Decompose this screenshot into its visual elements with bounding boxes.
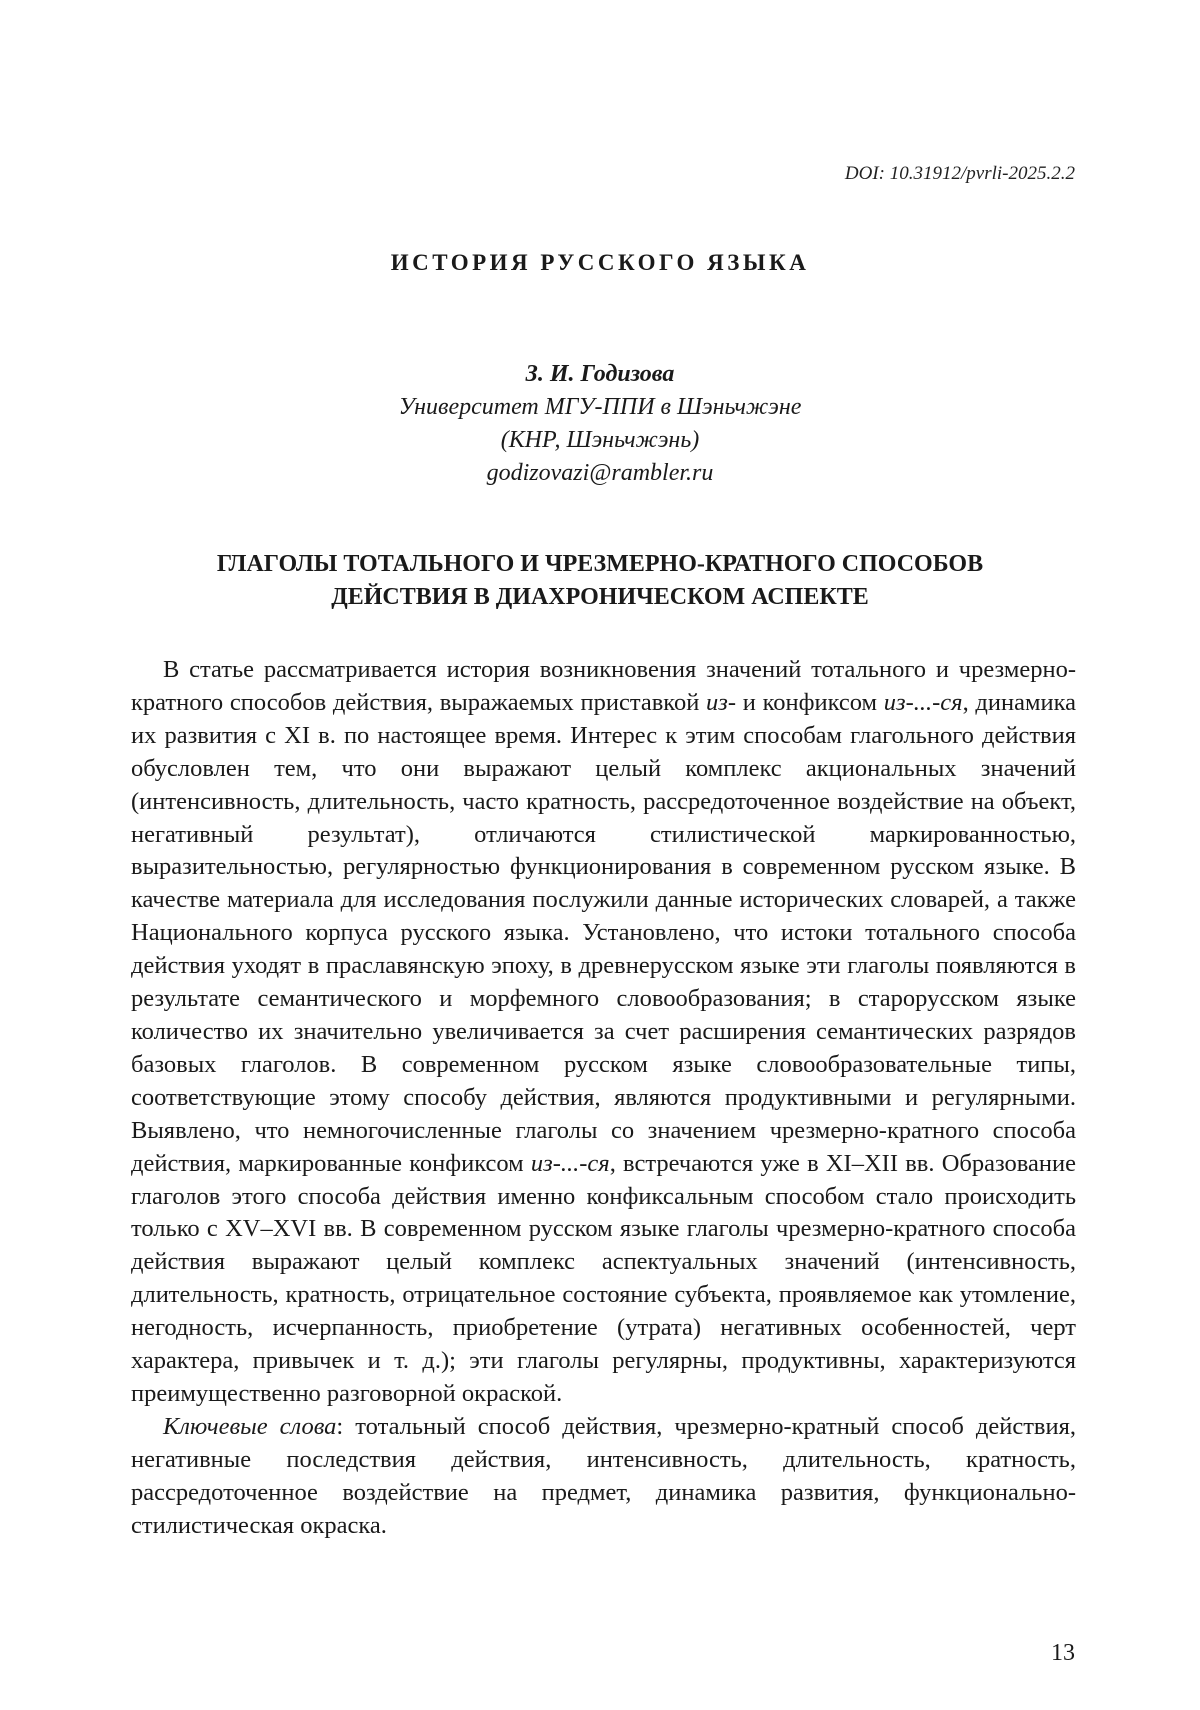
abstract-confix-term-1: из-...-ся bbox=[883, 688, 963, 716]
author-email: godizovazi@rambler.ru bbox=[486, 460, 714, 486]
author-name: З. И. Годизова bbox=[525, 361, 675, 387]
article-title bbox=[0, 548, 1200, 614]
abstract-text-2: и конфиксом bbox=[736, 688, 884, 716]
abstract bbox=[131, 654, 1076, 1542]
keywords-text: : тотальный способ действия, чрезмерно-кратный способ действия, негативные последствия действия, интенсивность, длительность, кратность, рассредоточенное воздействие на предмет, динамика развития, функционально-стилистическая окраска. bbox=[131, 1412, 1076, 1539]
keywords-label: Ключевые слова bbox=[163, 1412, 337, 1440]
abstract-confix-term-2: из-...-ся bbox=[530, 1149, 610, 1177]
abstract-paragraph bbox=[131, 654, 1076, 1411]
section-title: ИСТОРИЯ РУССКОГО ЯЗЫКА bbox=[390, 250, 810, 275]
article-title-line-2: ДЕЙСТВИЯ В ДИАХРОНИЧЕСКОМ АСПЕКТЕ bbox=[331, 584, 869, 610]
article-title-line-1: ГЛАГОЛЫ ТОТАЛЬНОГО И ЧРЕЗМЕРНО-КРАТНОГО СПОСОБОВ bbox=[216, 551, 984, 577]
abstract-prefix-term: из- bbox=[706, 688, 737, 716]
doi-identifier: DOI: 10.31912/pvrli-2025.2.2 bbox=[844, 163, 1075, 184]
abstract-text-3: , динамика их развития с XI в. по настоящее время. Интерес к этим способам глагольного действия обусловлен тем, что они выражают целый комплекс акциональных значений (интенсивность, длительность, часто кратность, рассредоточенное воздействие на объект, негативный результат), отличаются стилистической маркированностью, выразительностью, регулярностью функционирования в современном русском языке. В качестве материала для исследования послужили данные исторических словарей, а также Национального корпуса русского языка. Установлено, что истоки тотального способа действия уходят в праславянскую эпоху, в древнерусском языке эти глаголы появляются в результате семантического и морфемного словообразования; в старорусском языке количество их значительно увеличивается за счет расширения семантических разрядов базовых глаголов. В современном русском языке словообразовательные типы, соответствующие этому способу действия, являются продуктивными и регулярными. Выявлено, что немногочисленные глаголы со значением чрезмерно-кратного способа действия, маркированные конфиксом bbox=[131, 688, 1077, 1177]
abstract-text-1: В статье рассматривается история возникновения значений тотального и чрезмерно-кратного способов действия, выражаемых приставкой bbox=[131, 656, 1076, 716]
keywords-paragraph bbox=[131, 1411, 1076, 1543]
page-number: 13 bbox=[1051, 1640, 1075, 1666]
author-affiliation: Университет МГУ-ППИ в Шэньчжэне bbox=[398, 394, 802, 420]
abstract-text-4: , встречаются уже в XI–XII вв. Образование глаголов этого способа действия именно конфиксальным способом стало происходить только с XV–XVI вв. В современном русском языке глаголы чрезмерно-кратного способа действия выражают целый комплекс аспектуальных значений (интенсивность, длительность, кратность, отрицательное состояние субъекта, проявляемое как утомление, негодность, исчерпанность, приобретение (утрата) негативных особенностей, черт характера, привычек и т. д.); эти глаголы регулярны, продуктивны, характеризуются преимущественно разговорной окраской. bbox=[131, 1149, 1076, 1407]
author-location: (КНР, Шэньчжэнь) bbox=[500, 427, 700, 453]
author-block bbox=[0, 358, 1200, 490]
